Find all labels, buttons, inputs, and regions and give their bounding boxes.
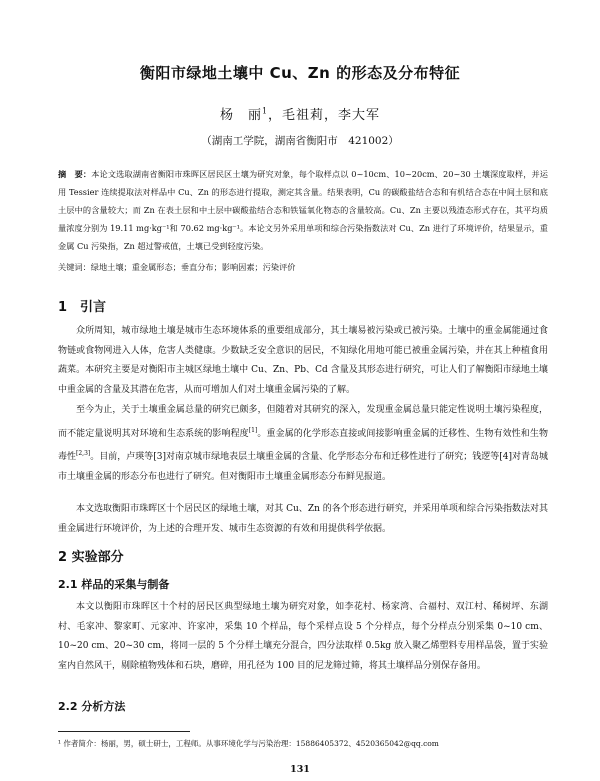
subsection-heading-sampling: 2.1 样品的采集与制备	[58, 578, 170, 591]
intro-paragraph-1: 众所周知，城市绿地土壤是城市生态环境体系的重要组成部分，其土壤易被污染或已被污染。土壤中的重金属能通过食物链或食物网进入人体，危害人类健康。少数缺乏安全意识的居民，不知绿化用地可能已被重金属污染，并在其上种植食用蔬菜。本研究主要是对衡阳市主城区绿地土壤中 Cu、Zn、Pb、Cd 含量及其形态进行研究，可让人们了解衡阳市绿地土壤中重金属的含量及其潜在危害，从而可增加人们对土壤重金属污染的了解。	[58, 326, 548, 395]
subsection-heading-analysis: 2.2 分析方法	[58, 700, 126, 713]
author-line	[0, 104, 600, 123]
abstract-text: 本论文选取湖南省衡阳市珠晖区居民区土壤为研究对象，每个取样点以 0~10cm、10~20cm、20~30 土壤深度取样，并运用 Tessier 连续提取法对样品中 Cu、Zn 的形态进行提取，测定其含量。结果表明，Cu 的碳酸盐结合态和有机结合态在中间土层和底土层中的含量较大；而 Zn 在表土层和中土层中碳酸盐结合态和铁锰氧化物态的含量较高。Cu、Zn 主要以残渣态形式存在，其平均质量浓度分别为 19.11 mg·kg⁻¹和 70.62 mg·kg⁻¹。本论文另外采用单项和综合污染指数法对 Cu、Zn 进行了环境评价，结果显示，重金属 Cu 污染指，Zn 超过警戒值，土壤已受到轻度污染。	[58, 169, 548, 251]
section-heading-experiment: 2 实验部分	[58, 550, 124, 565]
keywords-text: 绿地土壤；重金属形态；垂直分布；影响因素；污染评价	[90, 262, 296, 272]
footnote-marker: 1	[261, 106, 269, 116]
paper-title: 衡阳市绿地土壤中 Cu、Zn 的形态及分布特征	[139, 64, 461, 82]
intro-paragraph-3: 本文选取衡阳市珠晖区十个居民区的绿地土壤，对其 Cu、Zn 的各个形态进行研究，并采用单项和综合污染指数法对其重金属进行环境评价，为上述的合理开发、城市生态资源的有效和用提供科学依据。	[58, 504, 548, 534]
affiliation: （湖南工学院，湖南省衡阳市 421002）	[201, 135, 399, 147]
author-footnote: ¹ 作者简介：杨丽，男，硕士研士，工程师。从事环境化学与污染治理：15886405372、4520365042@qq.com	[58, 739, 439, 748]
abstract	[58, 165, 548, 255]
intro-p2-text-b: 。重金属的化学形态直接或间接影响重金属的迁移性、生物有效性和生物毒性	[58, 428, 548, 462]
co-authors: ，毛祖莉，李大军	[268, 108, 381, 123]
page-number: 131	[290, 764, 310, 775]
abstract-label: 摘 要：	[58, 169, 92, 179]
section-heading-intro: 1 引言	[58, 300, 107, 315]
citation-1: [1]	[248, 426, 258, 434]
first-author: 杨 丽	[219, 108, 262, 123]
footnote-rule	[58, 731, 190, 732]
keywords-label: 关键词：	[58, 262, 91, 272]
intro-p2-text-a: 至今为止，关于土壤重金属总量的研究已颇多，但随着对其研究的深入，发现重金属总量只能定性说明土壤污染程度，而不能定量说明其对环境和生态系统的影响程度	[58, 405, 548, 439]
citation-2: [2,3]	[76, 450, 91, 457]
intro-p2-text-c: 。目前，卢瑛等[3]对南京城市绿地表层土壤重金属的含量、化学形态分布和迁移性进行了研究；钱逻等[4]对青岛城市土壤重金属的形态分布也进行了研究。但对衡阳市土壤重金属形态分布鲜见报道。	[58, 452, 548, 482]
intro-paragraph-2	[58, 401, 548, 487]
method-paragraph-1: 本文以衡阳市珠晖区十个村的居民区典型绿地土壤为研究对象，如李花村、杨家湾、合福村、双江村、稀树坪、东湖村、毛家冲、黎家町、元家冲、许家冲，采集 10 个样品，每个采样点设 5 个分样点，每个分样点分别采集 0~10 cm、10~20 cm、20~30 cm，将同一层的 5 个分样土壤充分混合，四分法取样 0.5kg 放入聚乙烯塑料专用样品袋，置于实验室内自然风干，剔除植物残体和石块，磨碎，用孔径为 100 目的尼龙筛过筛，将其土壤样品分别保存备用。	[58, 602, 548, 671]
keywords	[58, 262, 548, 273]
